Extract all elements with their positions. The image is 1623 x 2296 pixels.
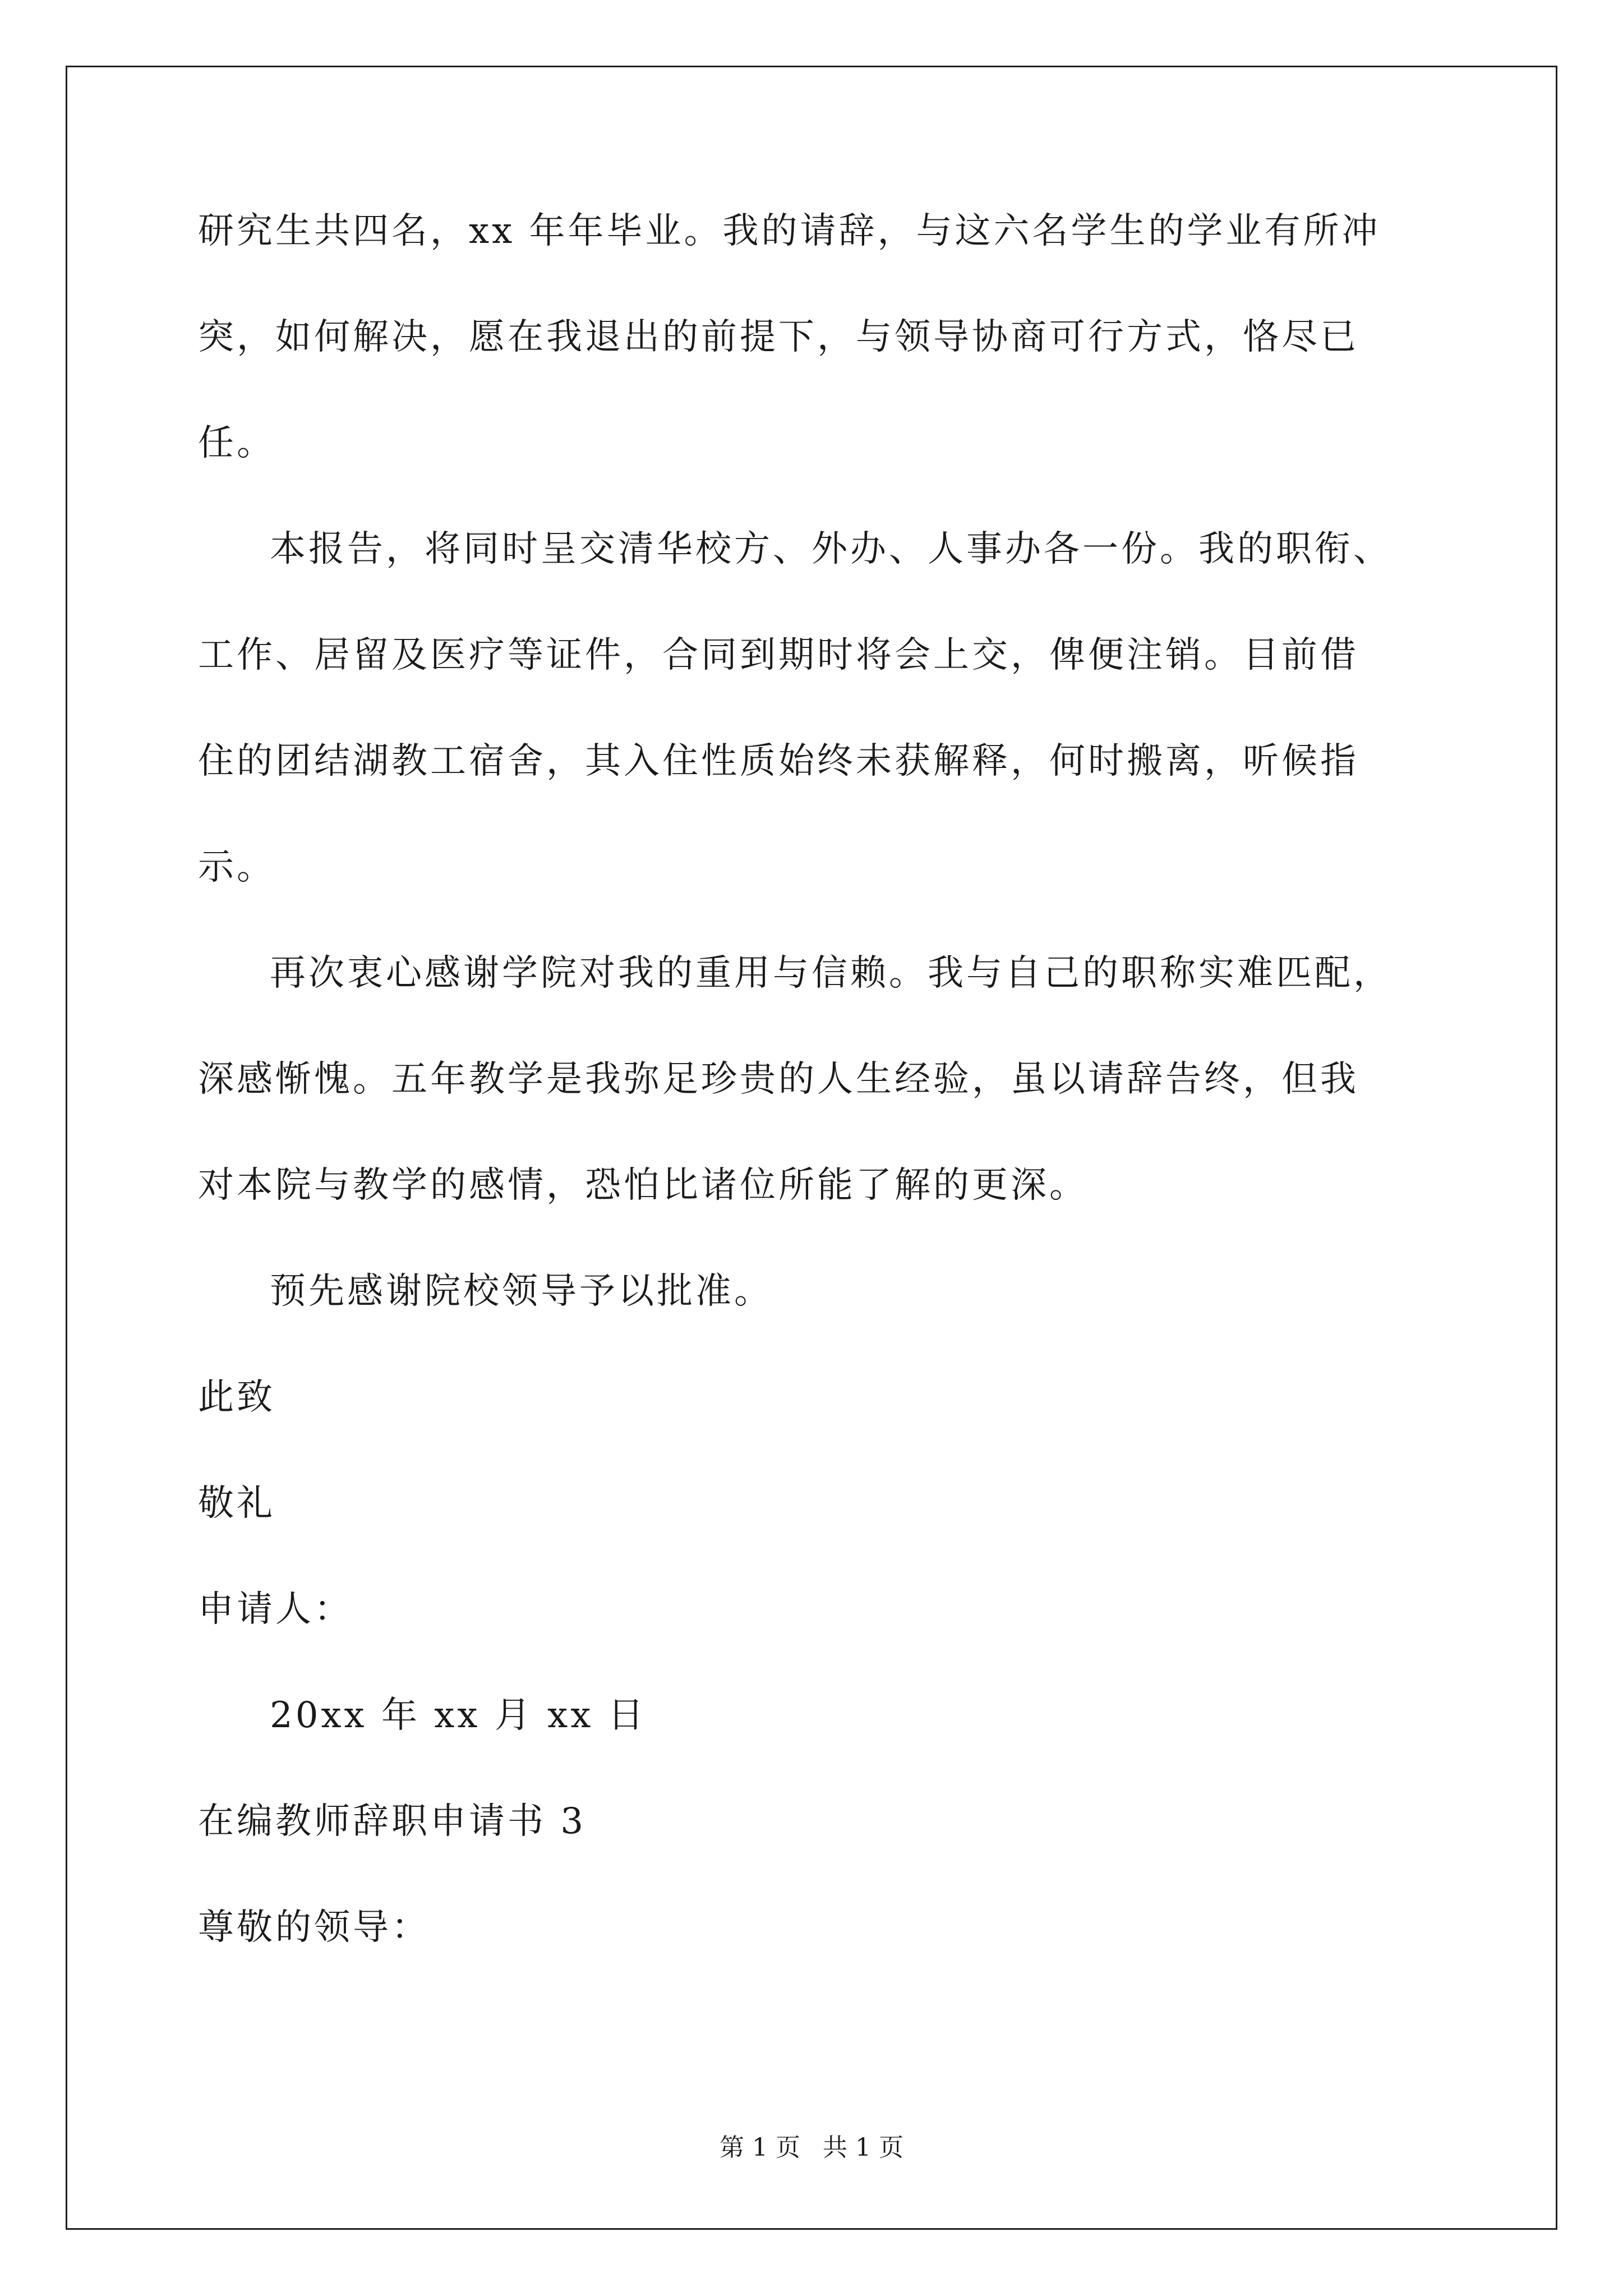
- page-footer: [0, 2134, 1623, 2162]
- paragraph-line: 预先感谢院校领导予以批准。: [270, 1271, 773, 1312]
- paragraph-line: 对本院与教学的感情，恐怕比诸位所能了解的更深。: [198, 1165, 1088, 1206]
- paragraph-line: 工作、居留及医疗等证件，合同到期时将会上交，俾便注销。目前借: [198, 634, 1359, 676]
- document-body: [198, 210, 1437, 2016]
- paragraph-line: 突，如何解决，愿在我退出的前提下，与领导协商可行方式，恪尽已: [198, 316, 1359, 358]
- page-count: 共 1 页: [823, 2133, 903, 2162]
- salutation-line: 此致: [198, 1377, 275, 1418]
- paragraph-line: 示。: [198, 846, 275, 888]
- date-line: 20xx 年 xx 月 xx 日: [270, 1695, 647, 1736]
- paragraph-line: 再次衷心感谢学院对我的重用与信赖。我与自己的职称实难匹配，: [270, 953, 1392, 994]
- page-number: 第 1 页: [720, 2133, 800, 2162]
- paragraph-line: 本报告，将同时呈交清华校方、外办、人事办各一份。我的职衔、: [270, 528, 1392, 570]
- applicant-label: 申请人：: [198, 1589, 353, 1630]
- greeting-line: 尊敬的领导：: [198, 1907, 430, 1948]
- paragraph-line: 研究生共四名，xx 年年毕业。我的请辞，与这六名学生的学业有所冲: [198, 210, 1381, 252]
- section-title: 在编教师辞职申请书 3: [198, 1801, 587, 1842]
- closing-line: 敬礼: [198, 1483, 275, 1524]
- paragraph-line: 住的团结湖教工宿舍，其入住性质始终未获解释，何时搬离，听候指: [198, 740, 1359, 782]
- paragraph-line: 深感惭愧。五年教学是我弥足珍贵的人生经验，虽以请辞告终，但我: [198, 1059, 1359, 1100]
- paragraph-line: 任。: [198, 422, 275, 464]
